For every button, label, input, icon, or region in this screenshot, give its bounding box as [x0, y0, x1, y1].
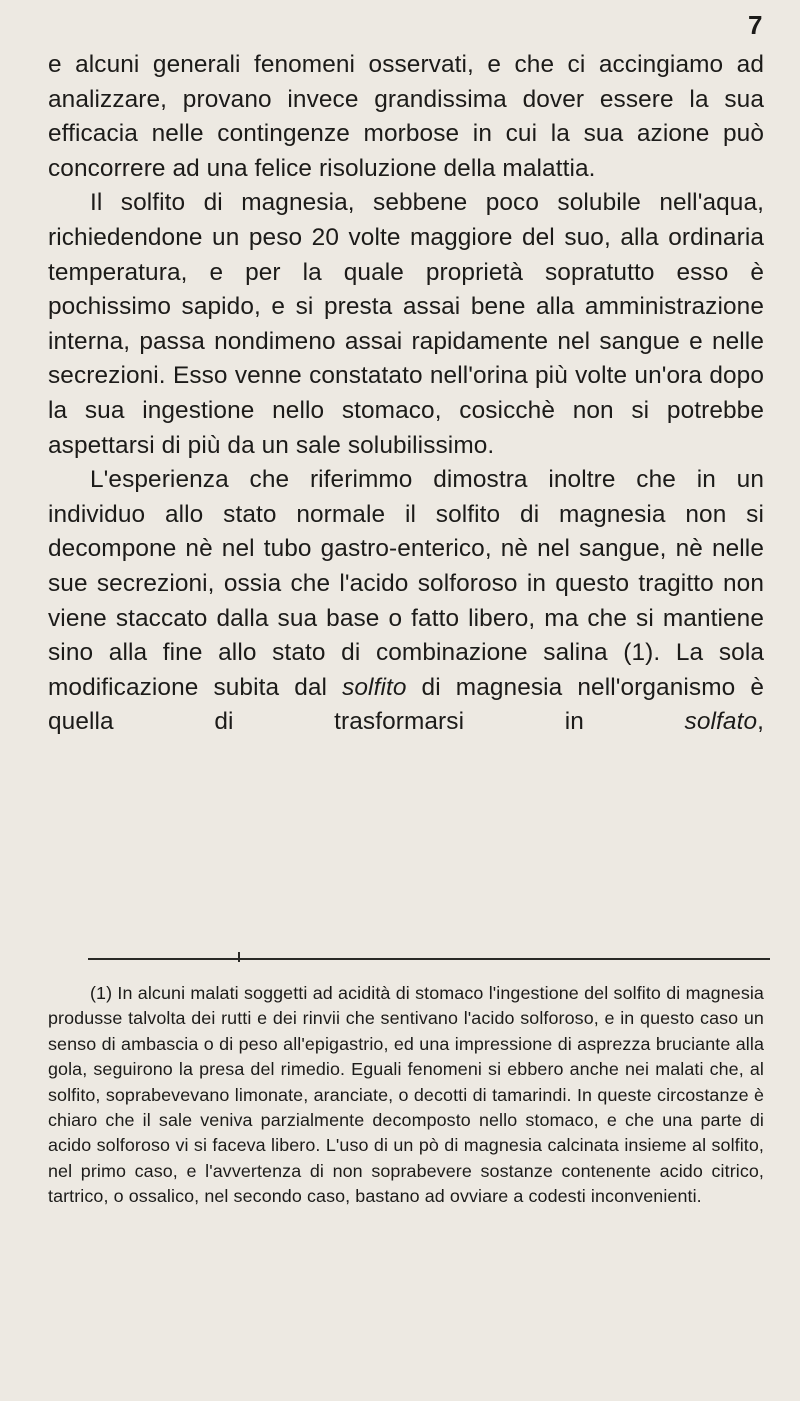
italic-term-solfato: solfato: [684, 708, 758, 736]
footnote: [48, 981, 764, 1210]
paragraph-3-text-a: L'esperienza che riferimmo dimostra inoltre che in un individuo allo stato normale il solfito di magnesia non si decompone nè nel tubo gastro-enterico, nè nel sangue, nè nelle sue secrezioni, ossia che l'acido solforoso in questo tragitto non viene staccato dalla sua base o fatto libero, ma che si mantiene sino alla fine allo stato di combinazione salina (1). La sola modificazione subita dal: [48, 466, 764, 701]
paragraph-3-text-c: ,: [757, 708, 764, 736]
paragraph-3-text-b: di magnesia nell'organismo è quella di trasformarsi in: [48, 673, 764, 736]
footnote-text: (1) In alcuni malati soggetti ad acidità di stomaco l'ingestione del solfito di magnesia produsse talvolta dei rutti e dei rinvii che sentivano l'acido solforoso, e in questo caso un senso di ambascia o di peso all'epigastrio, ed una impressione di asprezza bruciante alla gola, seguirono la presa del rimedio. Eguali fenomeni si ebbero anche nei malati che, al solfito, soprabevevano limonate, aranciate, o decotti di tamarindi. In queste circostanze è chiaro che il sale veniva parzialmente decomposto nello stomaco, e che una parte di acido solforoso vi si faceva libero. L'uso di un pò di magnesia calcinata insieme al solfito, nel primo caso, e l'avvertenza di non soprabevere sostanze contenente acido citrico, tartrico, o ossalico, nel secondo caso, bastano ad ovviare a codesti inconvenienti.: [48, 983, 764, 1207]
footnote-separator: [88, 958, 770, 960]
paragraph-3: [48, 463, 764, 774]
page-number: 7: [748, 10, 763, 40]
paragraph-2: Il solfito di magnesia, sebbene poco solubile nell'aqua, richiedendone un peso 20 volte maggiore del suo, alla ordinaria temperatura, e per la quale proprietà sopratutto esso è pochissimo sapido, e si presta assai bene alla amministrazione interna, passa nondimeno assai rapidamente nel sangue e nelle secrezioni. Esso venne constatato nell'orina più volte un'ora dopo la sua ingestione nello stomaco, cosicchè non si potrebbe aspettarsi di più da un sale solubilissimo.: [48, 189, 764, 459]
paragraph-1: e alcuni generali fenomeni osservati, e che ci accingiamo ad analizzare, provano invece grandissima dover essere la sua efficacia nelle contingenze morbose in cui la sua azione può concorrere ad una felice risoluzione della malattia.: [48, 51, 764, 182]
italic-term-solfito: solfito: [342, 673, 407, 701]
separator-mark: [238, 952, 240, 962]
main-text: [48, 48, 764, 774]
